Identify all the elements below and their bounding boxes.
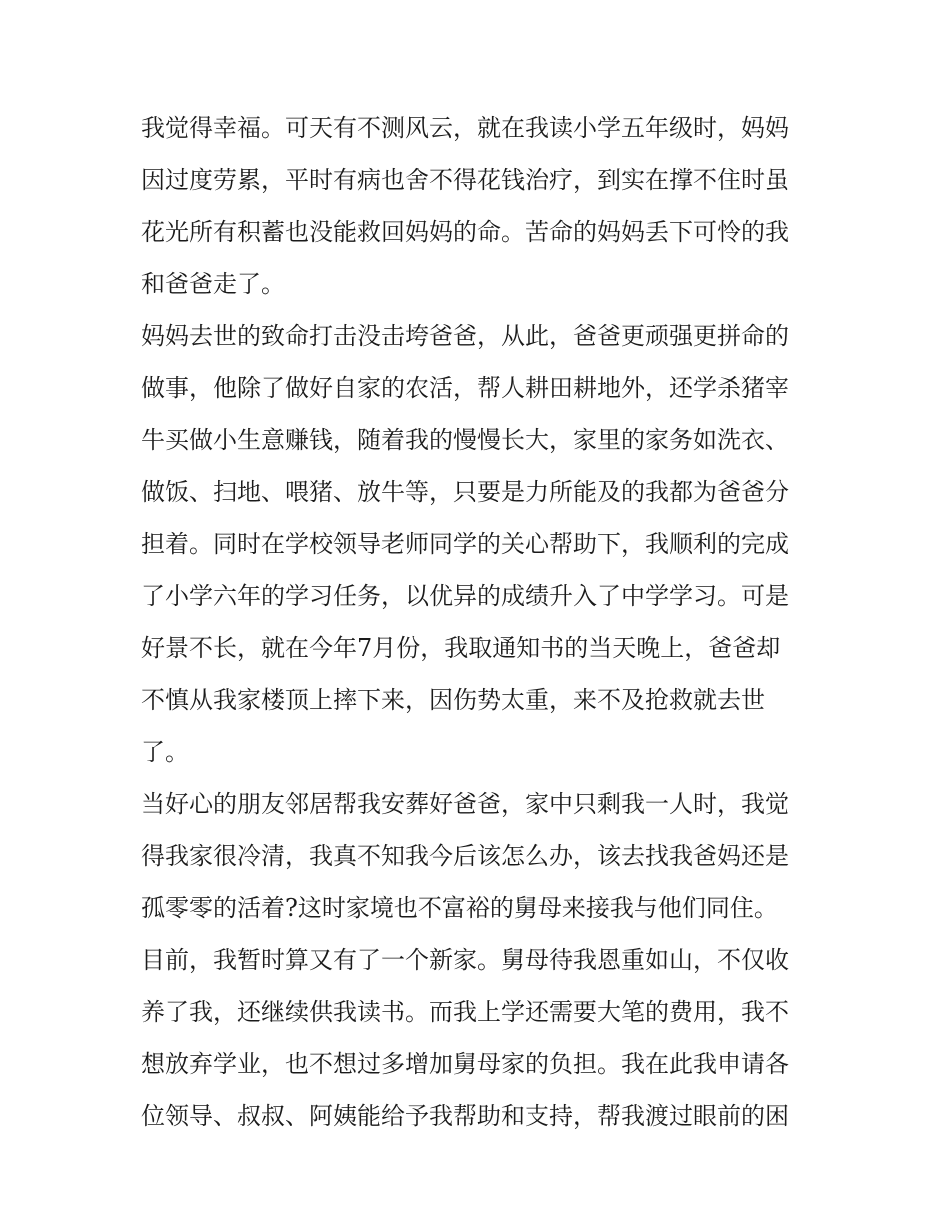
- text-line: 养了我，还继续供我读书。而我上学还需要大笔的费用，我不: [141, 998, 789, 1026]
- text-line: 好景不长，就在今年7月份，我取通知书的当天晚上，爸爸却: [141, 634, 781, 662]
- text-line: 花光所有积蓄也没能救回妈妈的命。苦命的妈妈丢下可怜的我: [141, 218, 789, 246]
- text-line: 当好心的朋友邻居帮我安葬好爸爸，家中只剩我一人时，我觉: [141, 790, 789, 818]
- text-line: 目前，我暂时算又有了一个新家。舅母待我恩重如山，不仅收: [141, 946, 789, 974]
- text-line: 想放弃学业，也不想过多增加舅母家的负担。我在此我申请各: [141, 1050, 789, 1078]
- text-line: 和爸爸走了。: [141, 270, 285, 298]
- text-line: 了。: [141, 738, 189, 766]
- text-line: 牛买做小生意赚钱，随着我的慢慢长大，家里的家务如洗衣、: [141, 426, 789, 454]
- text-line: 做事，他除了做好自家的农活，帮人耕田耕地外，还学杀猪宰: [141, 374, 789, 402]
- text-line: 因过度劳累，平时有病也舍不得花钱治疗，到实在撑不住时虽: [141, 166, 789, 194]
- text-line: 得我家很冷清，我真不知我今后该怎么办，该去找我爸妈还是: [141, 842, 789, 870]
- text-line: 做饭、扫地、喂猪、放牛等，只要是力所能及的我都为爸爸分: [141, 478, 789, 506]
- text-line: 了小学六年的学习任务，以优异的成绩升入了中学学习。可是: [141, 582, 789, 610]
- text-line: 妈妈去世的致命打击没击垮爸爸，从此，爸爸更顽强更拼命的: [141, 322, 789, 350]
- text-line: 担着。同时在学校领导老师同学的关心帮助下，我顺利的完成: [141, 530, 789, 558]
- text-line: 我觉得幸福。可天有不测风云，就在我读小学五年级时，妈妈: [141, 114, 789, 142]
- text-line: 不慎从我家楼顶上摔下来，因伤势太重，来不及抢救就去世: [141, 686, 765, 714]
- text-line: 位领导、叔叔、阿姨能给予我帮助和支持，帮我渡过眼前的困: [141, 1102, 789, 1130]
- text-line: 孤零零的活着?这时家境也不富裕的舅母来接我与他们同住。: [141, 894, 778, 922]
